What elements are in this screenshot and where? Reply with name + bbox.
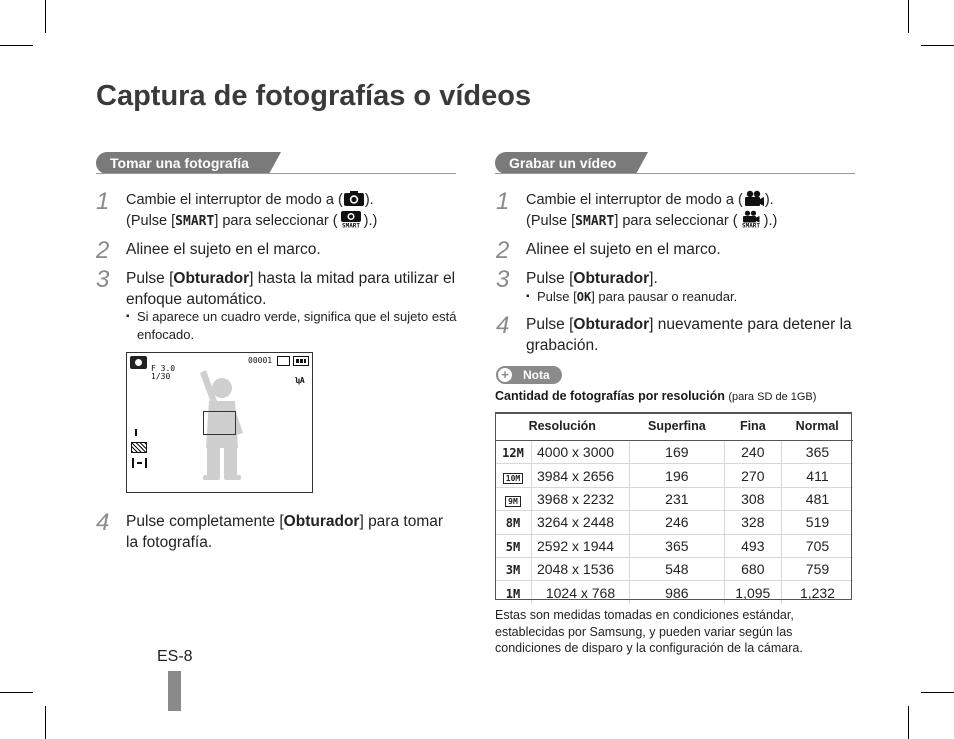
resolution-icon [495, 487, 532, 510]
table-row [495, 534, 853, 557]
camera-icon [343, 190, 365, 207]
table-title: Cantidad de fotografías por resolución [495, 389, 725, 403]
step-text-part: ] hasta la mitad para utilizar el enfoque automático. [126, 270, 456, 308]
page-number: ES-8 [157, 648, 193, 665]
table-header: Fina [724, 412, 781, 441]
page-tab-bar [168, 671, 181, 711]
step-text-part: ] nuevamente para detener la grabación. [526, 316, 852, 354]
crop-mark [45, 0, 46, 33]
table-cell: 1024 x 768 [532, 581, 630, 604]
table-cell: 169 [630, 441, 725, 464]
smart-button-icon: SMART [575, 214, 615, 229]
table-row [495, 441, 853, 464]
svg-text:SMART: SMART [341, 222, 360, 228]
table-cell: 3968 x 2232 [532, 487, 630, 510]
section-label-video: Grabar un vídeo [495, 152, 636, 174]
step-number: 1 [496, 188, 510, 215]
table-header: Resolución [495, 412, 630, 441]
table-cell: 308 [724, 487, 781, 510]
table-cell: 2592 x 1944 [532, 534, 630, 557]
bullet-part: ] para pausar o reanudar. [591, 289, 738, 304]
resolution-icon-label: 3M [505, 563, 521, 578]
video-camera-icon [743, 190, 765, 207]
step-text: Alinee el sujeto en el marco. [126, 241, 321, 258]
step-text-part: ] para seleccionar ( [214, 213, 338, 229]
table-row [495, 464, 853, 487]
step-number: 4 [496, 312, 510, 339]
shutter-label: Obturador [283, 513, 360, 530]
step-text-part: Cambie el interruptor de modo a ( [126, 192, 343, 208]
step-bullet [526, 288, 857, 306]
table-cell: 1,232 [799, 584, 835, 601]
section-rule [96, 173, 456, 174]
resolution-icon-label: 10M [503, 473, 523, 484]
step-text-part: (Pulse [ [526, 213, 576, 229]
resolution-icon-label: 9M [505, 496, 521, 507]
step-text-part: ]. [649, 270, 658, 287]
table-header: Superfina [630, 412, 725, 441]
table-row [495, 487, 853, 510]
memory-icon [277, 356, 290, 366]
step-number: 4 [96, 509, 110, 536]
section-label-photo: Tomar una fotografía [96, 152, 269, 174]
step-text-part: Pulse [ [526, 270, 574, 287]
table-subtitle: (para SD de 1GB) [728, 391, 817, 403]
smart-video-icon [738, 210, 764, 227]
table-cell: 2048 x 1536 [532, 557, 630, 580]
smart-camera-icon [338, 210, 364, 227]
step-text-part: Pulse completamente [ [126, 513, 284, 530]
shutter-readout: 1/30 [151, 372, 171, 381]
table-caption [495, 389, 865, 403]
shutter-label: Obturador [573, 316, 650, 333]
step-text-part: ).) [763, 213, 778, 229]
table-cell: 680 [724, 557, 781, 580]
table-cell: 705 [781, 534, 853, 557]
step-number: 3 [96, 266, 110, 293]
crop-mark [0, 692, 33, 693]
table-cell: 548 [630, 557, 725, 580]
table-header-row [495, 412, 853, 441]
resolution-icon [495, 441, 532, 464]
crop-mark [908, 706, 909, 739]
table-cell: 270 [724, 464, 781, 487]
table-cell: 1,095 [724, 581, 781, 604]
table-cell: 246 [630, 511, 725, 534]
table-cell: 519 [781, 511, 853, 534]
step-text [126, 190, 456, 232]
shutter-label: Obturador [173, 270, 250, 287]
shot-counter: 00001 [248, 356, 273, 365]
step-number: 2 [96, 237, 110, 264]
step-text-part: Cambie el interruptor de modo a ( [526, 192, 743, 208]
resolution-icon-label: 12M [502, 446, 524, 461]
step-text [526, 268, 856, 289]
crop-mark [921, 45, 954, 46]
step-text: Alinee el sujeto en el marco. [526, 241, 721, 258]
step-text-part: ] para tomar la fotografía. [126, 513, 444, 551]
table-cell: 481 [781, 487, 853, 510]
table-cell: 231 [630, 487, 725, 510]
table-cell: 196 [630, 464, 725, 487]
table-cell: 493 [724, 534, 781, 557]
step-number: 2 [496, 237, 510, 264]
step-bullet: ▪ Si aparece un cuadro verde, significa que el sujeto está enfocado. [126, 308, 457, 344]
nota-label: Nota [523, 368, 550, 382]
resolution-icon [495, 464, 532, 487]
page-title: Captura de fotografías o vídeos [96, 80, 532, 112]
resolution-icon [495, 581, 532, 604]
crop-mark [45, 706, 46, 739]
step-text [126, 511, 446, 553]
step-text [126, 268, 456, 310]
crop-mark [908, 0, 909, 33]
resolution-icon-label: 1M [505, 586, 521, 601]
bullet-part: Pulse [ [537, 289, 577, 304]
smart-button-icon: SMART [175, 214, 215, 229]
table-row [495, 581, 853, 604]
table-cell: 4000 x 3000 [532, 441, 630, 464]
table-cell: 3984 x 2656 [532, 464, 630, 487]
focus-frame [203, 411, 236, 435]
step-text [526, 314, 856, 356]
table-cell: 986 [630, 581, 725, 604]
resolution-icon [135, 429, 145, 436]
metering-icon [132, 458, 147, 468]
table-cell: 365 [630, 534, 725, 557]
table-cell: 365 [781, 441, 853, 464]
quality-icon [131, 442, 147, 453]
nota-badge [496, 366, 562, 384]
plus-icon: + [498, 368, 512, 382]
flash-icon: ʮA [295, 376, 305, 385]
resolution-table [495, 412, 853, 604]
crop-mark [921, 692, 954, 693]
battery-icon [293, 356, 309, 366]
table-cell: 328 [724, 511, 781, 534]
step-text-part: ] para seleccionar ( [614, 213, 738, 229]
shutter-label: Obturador [573, 270, 650, 287]
resolution-icon [495, 534, 532, 557]
resolution-icon [495, 511, 532, 534]
fnumber-readout: F 3.0 [151, 364, 176, 373]
table-cell: 411 [781, 464, 853, 487]
step-text-part: ). [364, 192, 374, 208]
mode-icon [130, 356, 147, 369]
step-text [526, 190, 856, 232]
resolution-icon [495, 557, 532, 580]
resolution-icon-label: 8M [505, 516, 521, 531]
viewfinder-screen [126, 352, 313, 493]
table-cell: 759 [781, 557, 853, 580]
step-text-part: (Pulse [ [126, 213, 176, 229]
footnote: Estas son medidas tomadas en condiciones estándar, establecidas por Samsung, y pueden variar según las condiciones de disparo y la configuración de la cámara. [495, 608, 803, 655]
table-row [495, 557, 853, 580]
step-number: 1 [96, 188, 110, 215]
table-cell: 240 [724, 441, 781, 464]
step-text-part: ).) [363, 213, 378, 229]
step-text-part: Pulse [ [526, 316, 574, 333]
table-cell: 3264 x 2448 [532, 511, 630, 534]
crop-mark [0, 45, 33, 46]
step-number: 3 [496, 266, 510, 293]
resolution-icon-label: 5M [505, 539, 521, 554]
step-text-part: ). [764, 192, 774, 208]
step-text-part: Pulse [ [126, 270, 174, 287]
table-row [495, 511, 853, 534]
table-header: Normal [781, 412, 853, 441]
ok-button-icon: OK [576, 290, 592, 304]
section-rule [495, 173, 855, 174]
svg-text:SMART: SMART [741, 222, 760, 228]
